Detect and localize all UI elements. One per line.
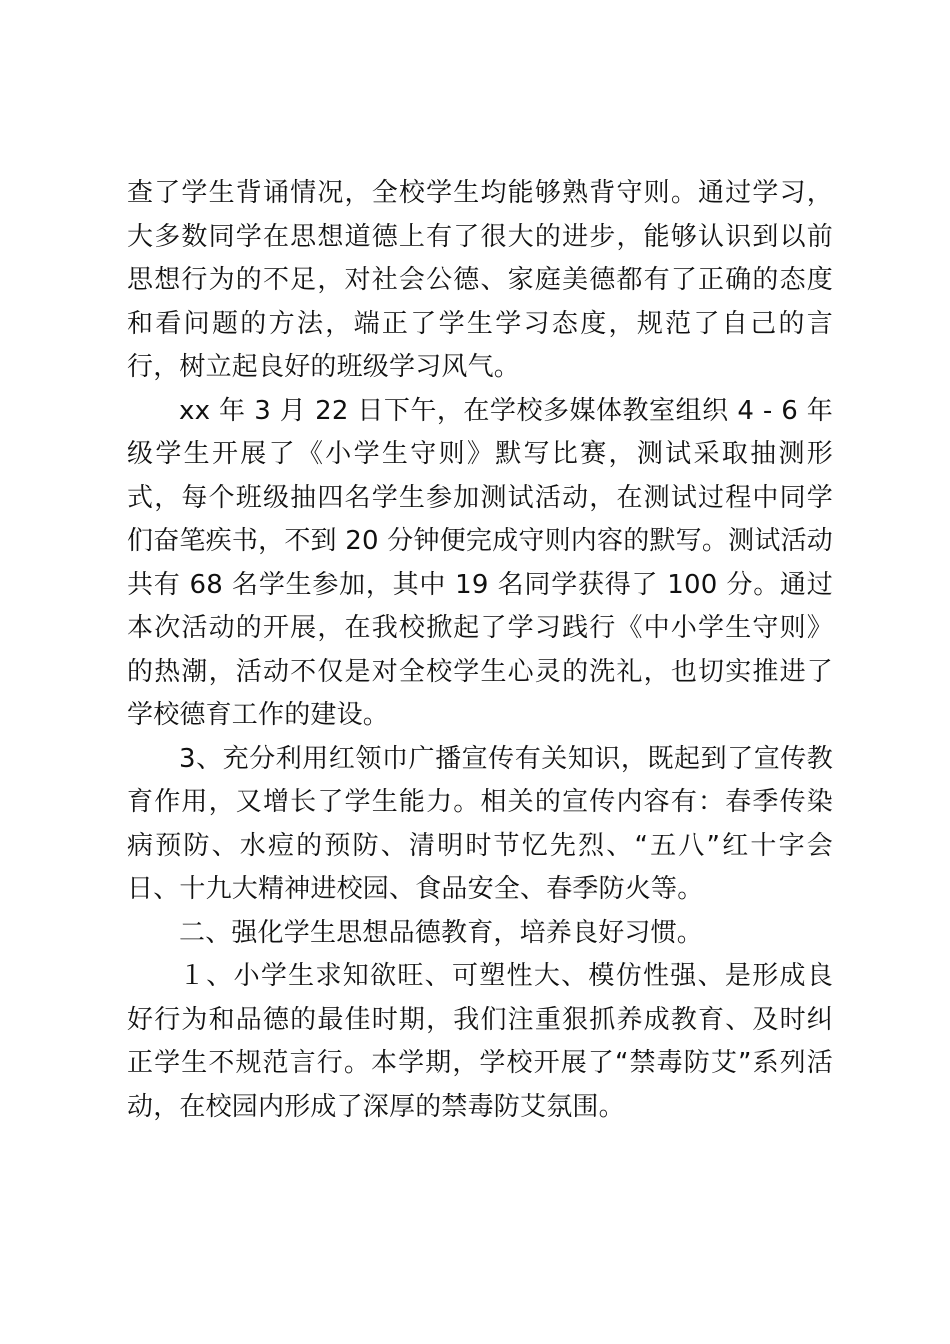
paragraph-3: 3、充分利用红领巾广播宣传有关知识，既起到了宣传教育作用，又增长了学生能力。相关的宣传内容有：春季传染病预防、水痘的预防、清明时节忆先烈、“五八”红十字会日、十九大精神进校园、食品安全、春季防火等。	[127, 743, 833, 904]
section-heading: 二、强化学生思想品德教育，培养良好习惯。	[179, 917, 704, 948]
paragraph-1: 查了学生背诵情况，全校学生均能够熟背守则。通过学习，大多数同学在思想道德上有了很大的进步，能够认识到以前思想行为的不足，对社会公德、家庭美德都有了正确的态度和看问题的方法，端正了学生学习态度，规范了自己的言行，树立起良好的班级学习风气。	[127, 178, 833, 382]
paragraph-2: xx 年 3 月 22 日下午，在学校多媒体教室组织 4 - 6 年级学生开展了《小学生守则》默写比赛，测试采取抽测形式，每个班级抽四名学生参加测试活动，在测试过程中同学们奋笔疾书，不到 20 分钟便完成守则内容的默写。测试活动共有 68 名学生参加，其中 19 名同学获得了 100 分。通过本次活动的开展，在我校掀起了学习践行《中小学生守则》的热潮，活动不仅是对全校学生心灵的洗礼，也切实推进了学校德育工作的建设。	[127, 395, 833, 730]
paragraph-4: １、小学生求知欲旺、可塑性大、模仿性强、是形成良好行为和品德的最佳时期，我们注重狠抓养成教育、及时纠正学生不规范言行。本学期，学校开展了“禁毒防艾”系列活动，在校园内形成了深厚的禁毒防艾氛围。	[127, 961, 833, 1122]
document-body	[127, 172, 833, 1129]
